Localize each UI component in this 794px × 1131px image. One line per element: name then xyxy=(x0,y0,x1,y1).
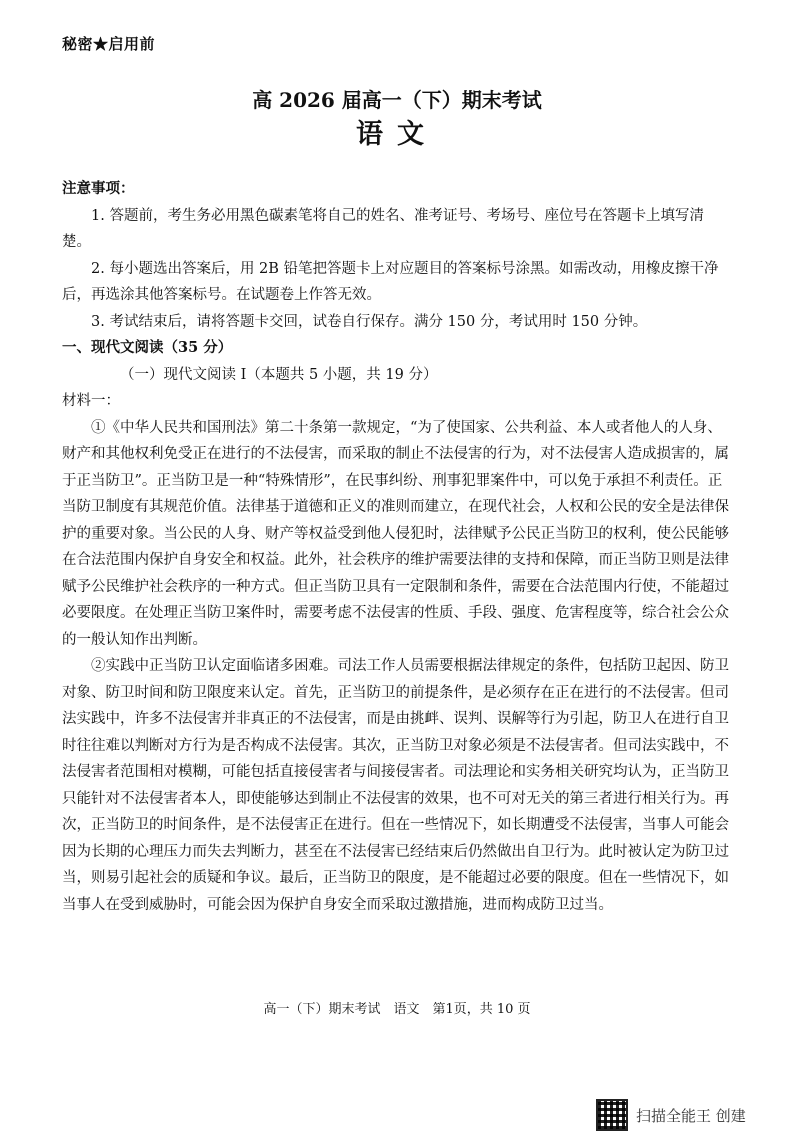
reading-paragraph: ①《中华人民共和国刑法》第二十条第一款规定，“为了使国家、公共利益、本人或者他人的人身、财产和其他权利免受正在进行的不法侵害，而采取的制止不法侵害的行为，对不法侵害人造成损害的，属于正当防卫”。正当防卫是一种“特殊情形”，在民事纠纷、刑事犯罪案件中，可以免于承担不利责任。正当防卫制度有其规范价值。法律基于道德和正义的准则而建立，在现代社会，人权和公民的安全是法律保护的重要对象。当公民的人身、财产等权益受到他人侵犯时，法律赋予公民正当防卫的权利，使公民能够在合法范围内保护自身安全和权益。此外，社会秩序的维护需要法律的支持和保障，而正当防卫则是法律赋予公民维护社会秩序的一种方式。但正当防卫具有一定限制和条件，需要在合法范围内行使，不能超过必要限度。在处理正当防卫案件时，需要考虑不法侵害的性质、手段、强度、危害程度等，综合社会公众的一般认知作出判断。 xyxy=(62,419,729,648)
confidential-label: 秘密★启用前 xyxy=(62,35,156,53)
exam-title: 高 2026 届高一（下）期末考试 xyxy=(252,88,542,112)
scanner-watermark xyxy=(596,1099,746,1131)
scanner-watermark-text: 扫描全能王 创建 xyxy=(636,1106,746,1125)
notice-heading: 注意事项： xyxy=(62,180,135,197)
notice-item: 3. 考试结束后，请将答题卡交回，试卷自行保存。满分 150 分，考试用时 150 分钟。 xyxy=(91,313,648,330)
reading-paragraph: ②实践中正当防卫认定面临诸多困难。司法工作人员需要根据法律规定的条件，包括防卫起因、防卫对象、防卫时间和防卫限度来认定。首先，正当防卫的前提条件，是必须存在正在进行的不法侵害。但司法实践中，许多不法侵害并非真正的不法侵害，而是由挑衅、误判、误解等行为引起，防卫人在进行自卫时往往难以判断对方行为是否构成不法侵害。其次，正当防卫对象必须是不法侵害者。但司法实践中，不法侵害者范围相对模糊，可能包括直接侵害者与间接侵害者。司法理论和实务相关研究均认为，正当防卫只能针对不法侵害者本人，即使能够达到制止不法侵害的效果，也不可对无关的第三者进行相关行为。再次，正当防卫的时间条件，是不法侵害正在进行。但在一些情况下，如长期遭受不法侵害，当事人可能会因为长期的心理压力而失去判断力，甚至在不法侵害已经结束后仍然做出自卫行为。此时被认定为防卫过当，则易引起社会的质疑和争议。最后，正当防卫的限度，是不能超过必要的限度。但在一些情况下，如当事人在受到威胁时，可能会因为保护自身安全而采取过激措施，进而构成防卫过当。 xyxy=(62,658,729,913)
page-footer: 高一（下）期末考试 语文 第1页，共 10 页 xyxy=(263,1002,531,1017)
qr-code-icon xyxy=(596,1099,628,1131)
material-label: 材料一： xyxy=(62,393,120,409)
sub-section-title: （一）现代文阅读 Ⅰ（本题共 5 小题，共 19 分） xyxy=(120,366,438,383)
section-title: 一、现代文阅读（35 分） xyxy=(62,339,233,356)
page-content xyxy=(62,176,732,918)
subject-title: 语文 xyxy=(356,119,438,150)
notice-item: 1. 答题前，考生务必用黑色碳素笔将自己的姓名、准考证号、考场号、座位号在答题卡上填写清楚。 xyxy=(62,207,704,250)
notice-item: 2. 每小题选出答案后，用 2B 铅笔把答题卡上对应题目的答案标号涂黑。如需改动，用橡皮擦干净后，再选涂其他答案标号。在试题卷上作答无效。 xyxy=(62,260,719,303)
